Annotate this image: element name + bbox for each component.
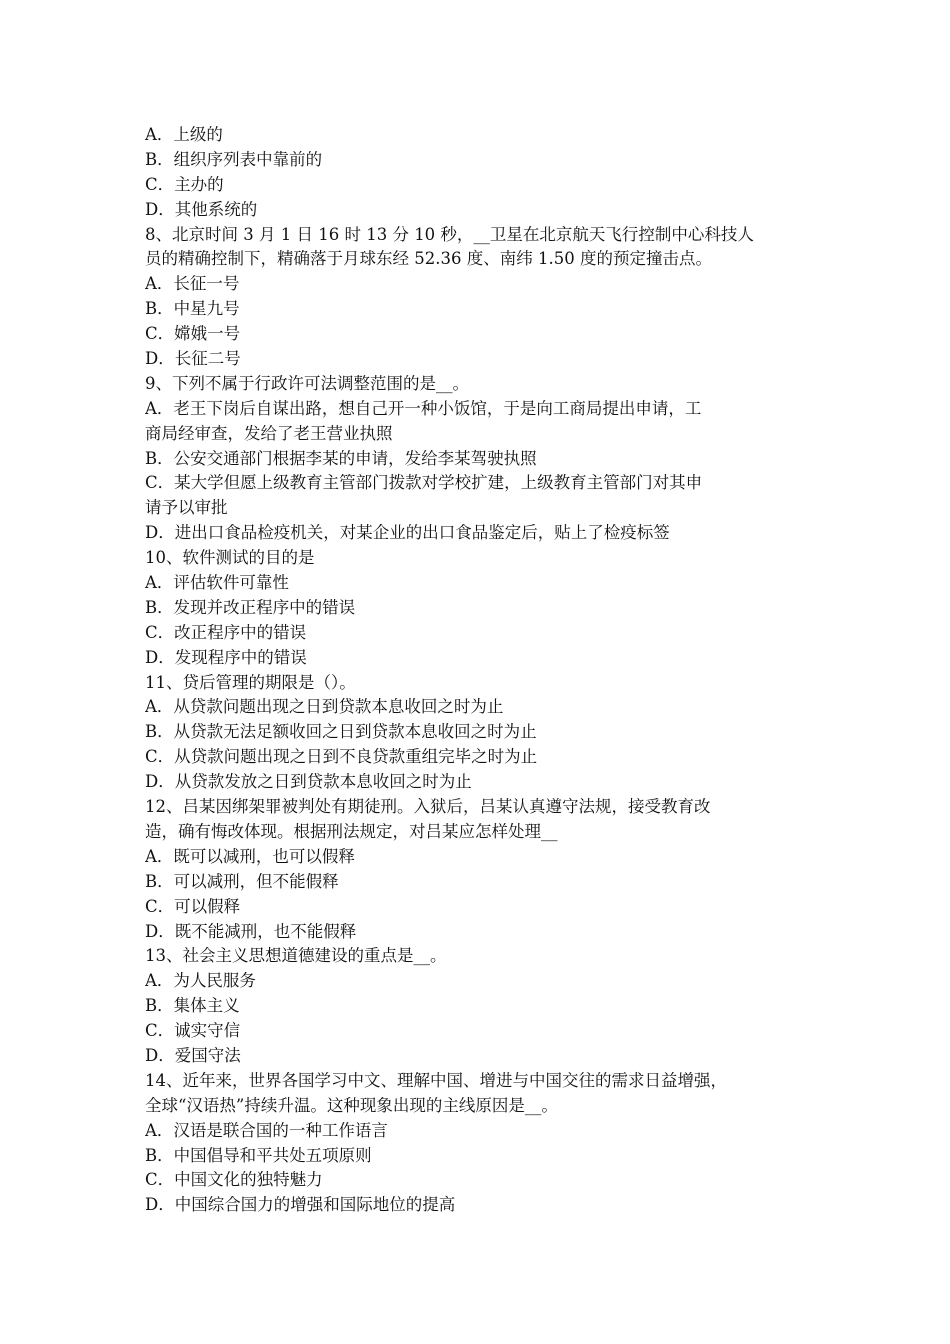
q11-option-d: D．从贷款发放之日到贷款本息收回之时为止	[145, 772, 472, 792]
q13-option-b: B．集体主义	[145, 996, 240, 1016]
question-14-line-2: 全球“汉语热”持续升温。这种现象出现的主线原因是__。	[145, 1095, 558, 1115]
q13-option-a: A．为人民服务	[145, 971, 256, 991]
q8-option-a: A．长征一号	[145, 274, 240, 294]
q9-option-a-line-1: A．老王下岗后自谋出路，想自己开一种小饭馆，于是向工商局提出申请，工	[145, 398, 702, 418]
q12-option-d: D．既不能减刑，也不能假释	[145, 921, 357, 941]
question-14-line-1: 14、近年来，世界各国学习中文、理解中国、增进与中国交往的需求日益增强，	[145, 1070, 727, 1090]
option-d-line: D．其他系统的	[145, 199, 258, 219]
q14-option-d: D．中国综合国力的增强和国际地位的提高	[145, 1195, 456, 1215]
q10-option-d: D．发现程序中的错误	[145, 647, 307, 667]
question-12-line-1: 12、吕某因绑架罪被判处有期徒刑。入狱后，吕某认真遵守法规，接受教育改	[145, 797, 711, 817]
q13-option-c: C．诚实守信	[145, 1021, 241, 1041]
question-11: 11、贷后管理的期限是（）。	[145, 672, 356, 692]
q14-option-a: A．汉语是联合国的一种工作语言	[145, 1120, 388, 1140]
q11-option-a: A．从贷款问题出现之日到贷款本息收回之时为止	[145, 697, 504, 717]
option-b-line: B．组织序列表中靠前的	[145, 149, 323, 169]
q9-option-d: D．进出口食品检疫机关，对某企业的出口食品鉴定后，贴上了检疫标签	[145, 523, 670, 543]
question-12-line-2: 造，确有悔改体现。根据刑法规定，对吕某应怎样处理__	[145, 821, 558, 841]
option-c-line: C．主办的	[145, 174, 224, 194]
q10-option-c: C．改正程序中的错误	[145, 622, 307, 642]
question-8-line-2: 员的精确控制下，精确落于月球东经 52.36 度、南纬 1.50 度的预定撞击点。	[145, 249, 712, 269]
q8-option-b: B．中星九号	[145, 299, 240, 319]
question-9: 9、下列不属于行政许可法调整范围的是__。	[145, 373, 469, 393]
q11-option-c: C．从贷款问题出现之日到不良贷款重组完毕之时为止	[145, 747, 538, 767]
q9-option-a-line-2: 商局经审查，发给了老王营业执照	[145, 423, 393, 443]
q12-option-b: B．可以减刑，但不能假释	[145, 871, 339, 891]
q13-option-d: D．爱国守法	[145, 1045, 241, 1065]
document-page	[145, 123, 815, 1218]
q10-option-b: B．发现并改正程序中的错误	[145, 597, 356, 617]
question-13: 13、社会主义思想道德建设的重点是__。	[145, 946, 447, 966]
q10-option-a: A．评估软件可靠性	[145, 573, 289, 593]
q8-option-c: C．嫦娥一号	[145, 324, 241, 344]
option-a-line: A．上级的	[145, 125, 223, 144]
q8-option-d: D．长征二号	[145, 349, 241, 369]
question-10: 10、软件测试的目的是	[145, 548, 315, 568]
q12-option-a: A．既可以减刑，也可以假释	[145, 846, 355, 866]
q14-option-b: B．中国倡导和平共处五项原则	[145, 1145, 372, 1165]
q9-option-c-line-1: C．某大学但愿上级教育主管部门拨款对学校扩建，上级教育主管部门对其申	[145, 473, 703, 493]
q12-option-c: C．可以假释	[145, 896, 241, 916]
q14-option-c: C．中国文化的独特魅力	[145, 1170, 323, 1190]
q9-option-c-line-2: 请予以审批	[145, 498, 228, 518]
q9-option-b: B．公安交通部门根据李某的申请，发给李某驾驶执照	[145, 448, 537, 468]
q11-option-b: B．从贷款无法足额收回之日到贷款本息收回之时为止	[145, 722, 537, 742]
question-8-line-1: 8、北京时间 3 月 1 日 16 时 13 分 10 秒，__卫星在北京航天飞行控制中心科技人	[145, 224, 754, 244]
